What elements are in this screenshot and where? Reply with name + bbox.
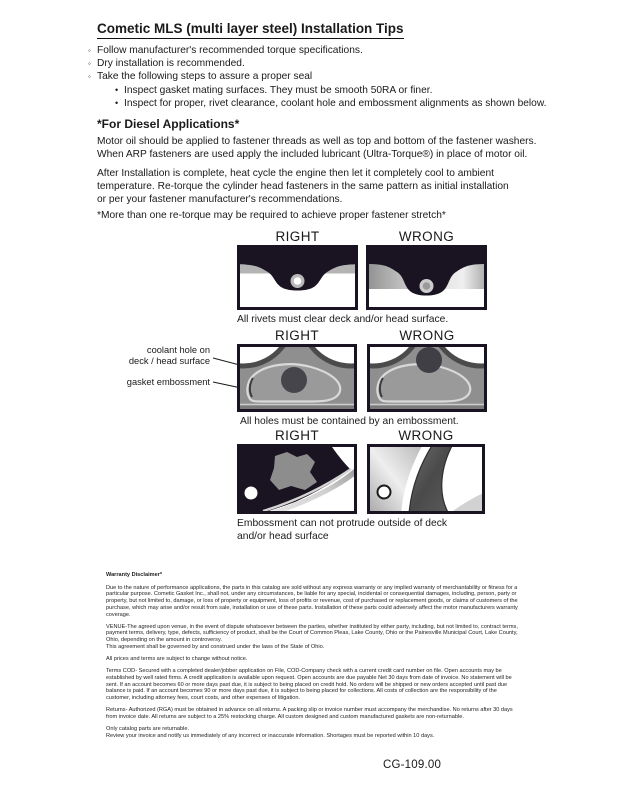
- tip-bullet: [88, 57, 546, 70]
- diesel-paragraph-1: [97, 135, 536, 161]
- paragraph-line: After Installation is complete, heat cycle the engine then let it completely cool to ambient: [97, 168, 494, 179]
- coolant-hole: [281, 367, 307, 393]
- rivet-right-diagram-svg: [237, 245, 358, 310]
- protrusion-wrong-diagram-svg: [367, 444, 485, 514]
- paragraph-line: temperature. Re-torque the cylinder head fasteners in the same pattern as initial installation: [97, 181, 509, 193]
- fig2-wrong-label: WRONG: [399, 328, 455, 343]
- coolant-hole: [416, 347, 442, 373]
- warranty-returns-paragraph: Returns- Authorized (RGA) must be obtained in advance on all returns. A packing slip or invoice number must accompany the merchandise. No returns after 30 days from invoice date. All returns are subject to a 25% restocking charge. All custom designed and custom manufactured gaskets are non-returnable.: [106, 707, 513, 720]
- tip-sub-bullet-text: Inspect for proper, rivet clearance, coolant hole and embossment alignments as shown below.: [124, 97, 547, 109]
- rivet-wrong-diagram-svg: [366, 245, 487, 310]
- tip-bullet-text: Take the following steps to assure a proper seal: [97, 71, 313, 83]
- tip-sub-bullet-text: Inspect gasket mating surfaces. They must be smooth 50RA or finer.: [124, 84, 433, 96]
- tip-bullet-text: Dry installation is recommended.: [97, 58, 245, 70]
- rivet-wrong-diagram: [366, 245, 487, 310]
- diesel-paragraph-2: [97, 167, 509, 207]
- fig1-wrong-label: WRONG: [398, 229, 455, 244]
- paragraph-line: When ARP fasteners are used apply the included lubricant (Ultra-Torque®) in place of motor oil.: [97, 149, 528, 161]
- fig3-caption: Embossment can not protrude outside of deck and/or head surface: [237, 518, 448, 542]
- tip-bullet-text: Follow manufacturer's recommended torque specifications.: [97, 45, 363, 56]
- tip-bullet: [88, 70, 546, 83]
- hole-right-diagram-svg: [237, 344, 357, 412]
- tip-bullet: [88, 44, 546, 57]
- fig3-wrong-label: WRONG: [398, 428, 454, 443]
- diesel-applications-heading: *For Diesel Applications*: [97, 117, 240, 131]
- retorque-note: *More than one re-torque may be required to achieve proper fastener stretch*: [97, 210, 446, 221]
- protrusion-right-diagram: [237, 444, 357, 514]
- warranty-prices-paragraph: All prices and terms are subject to change without notice.: [106, 656, 248, 663]
- warranty-disclaimer-paragraph: Due to the nature of performance applications, the parts in this catalog are sold without any express warranty or any implied warranty of merchantability or fitness for a particular purpose. Cometic Gasket Inc., shall not, under any circumstances, be liable for any special, incidental or consequential damages, including, person, party or property, but not limited to, damage, or loss of property or equipment, loss of profits or revenue, cost of purchased or replacement goods, or claims of customers of the purchase, which may arise and/or result from sale, installation or use of these parts. Installation of these parts could adversely affect the motor manufacturers warranty coverage.: [106, 584, 518, 618]
- bolt-hole: [378, 486, 391, 499]
- installation-tips-list: [88, 44, 546, 110]
- paragraph-line: or per your fastener manufacturer's recommendations.: [97, 194, 343, 206]
- warranty-misc-paragraph: Only catalog parts are returnable. Review your invoice and notify us immediately of any incorrect or inaccurate information. Shortages must be reported within 10 days.: [106, 726, 435, 739]
- warranty-terms-paragraph: Terms COD- Secured with a completed dealer/jobber application on File, COD-Company check with a current credit card number on file. Open accounts may be established by well rated firms. A credit application is available upon request. Open accounts are due payable Net 30 days from date of invoice. No statement will be sent. If an account becomes 60 or more days past due, it is subject to being placed on credit hold. No orders will be shipped or new orders accepted until past due balance is paid. If an account becomes 90 or more days past due, it is subject to being placed for collections. All costs of collection are the responsibility of the customer, including attorney fees, court costs, and other expenses of litigation.: [106, 668, 512, 702]
- fig1-caption: All rivets must clear deck and/or head surface.: [237, 314, 449, 325]
- warranty-venue-paragraph: VENUE-The agreed upon venue, in the event of dispute whatsoever between the parties, whether instituted by either party, including, but not limited to, contract terms, payment terms, delivery, type, defects, sufficiency of product, shall be the Court of Common Pleas, Lake County, Ohio or the Painesville Municipal Court, Lake County, Ohio, depending on the amount in controversy. This agreement shall be governed by and construed under the laws of the State of Ohio.: [106, 623, 518, 650]
- protrusion-right-diagram-svg: [237, 444, 357, 514]
- protrusion-wrong-diagram: [367, 444, 485, 514]
- rivet-right-diagram: [237, 245, 358, 310]
- dot-bullet-icon: •: [115, 97, 119, 108]
- fig1-right-label: RIGHT: [275, 229, 320, 244]
- bolt-hole: [245, 487, 258, 500]
- paragraph-line: Motor oil should be applied to fastener threads as well as top and bottom of the fastener washers.: [97, 136, 537, 147]
- page-title: Cometic MLS (multi layer steel) Installation Tips: [97, 21, 404, 39]
- fig2-right-label: RIGHT: [275, 328, 319, 343]
- embossment-annotation: gasket embossment: [126, 377, 210, 387]
- coolant-hole-annotation: coolant hole on deck / head surface: [128, 345, 210, 366]
- hole-wrong-diagram: [367, 344, 487, 412]
- tip-sub-bullet: [115, 97, 546, 110]
- circle-bullet-icon: ◦: [88, 59, 91, 69]
- page-number: CG-109.00: [383, 759, 442, 771]
- tip-sub-bullet: [115, 84, 546, 97]
- fig3-right-label: RIGHT: [275, 428, 319, 443]
- hole-wrong-diagram-svg: [367, 344, 487, 412]
- circle-bullet-icon: ◦: [88, 46, 91, 55]
- embossment-area: [270, 452, 317, 490]
- hole-right-diagram: [237, 344, 357, 412]
- fig2-caption: All holes must be contained by an embossment.: [240, 416, 459, 427]
- dot-bullet-icon: •: [115, 84, 119, 95]
- circle-bullet-icon: ◦: [88, 72, 91, 82]
- warranty-heading: Warranty Disclaimer*: [106, 572, 163, 578]
- warranty-section: [106, 572, 519, 745]
